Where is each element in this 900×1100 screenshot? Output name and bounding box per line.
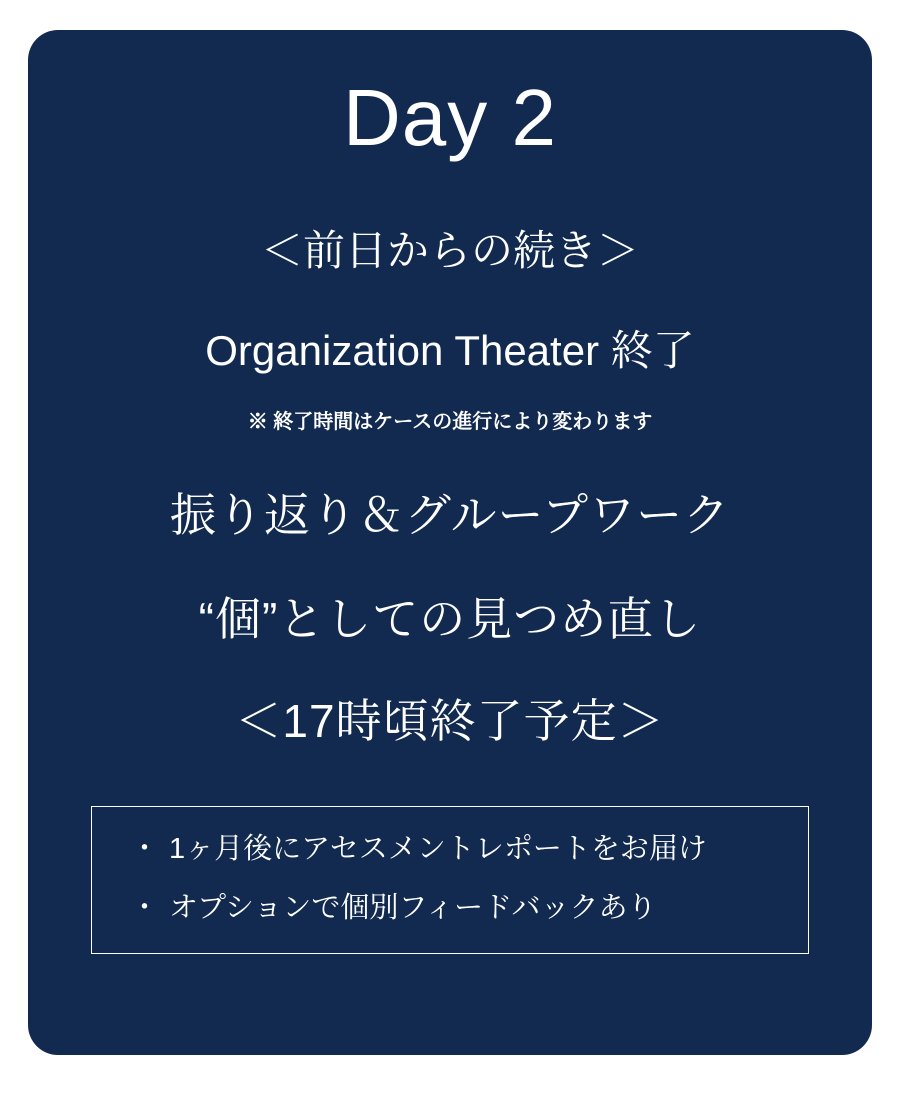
end-time-note: ※ 終了時間はケースの進行により変わります [247, 411, 653, 433]
list-item-label: オプションで個別フィードバックあり [169, 892, 657, 924]
page-title: Day 2 [343, 73, 557, 162]
list-item [130, 835, 770, 864]
continuation-label: ＜前日からの続き＞ [260, 227, 639, 274]
day2-schedule-card [28, 30, 872, 1055]
agenda-line-finish-time: ＜17時頃終了予定＞ [235, 695, 665, 747]
organization-theater-end-label: Organization Theater 終了 [205, 327, 695, 374]
agenda-line-self-review: “個”としての見つめ直し [198, 593, 702, 645]
followup-box [91, 806, 809, 954]
bullet-icon: ・ [130, 892, 160, 924]
list-item-label: 1ヶ月後にアセスメントレポートをお届け [169, 833, 707, 865]
bullet-icon: ・ [130, 833, 160, 865]
list-item [130, 894, 770, 923]
agenda-line-reflection: 振り返り＆グループワーク [169, 489, 731, 541]
